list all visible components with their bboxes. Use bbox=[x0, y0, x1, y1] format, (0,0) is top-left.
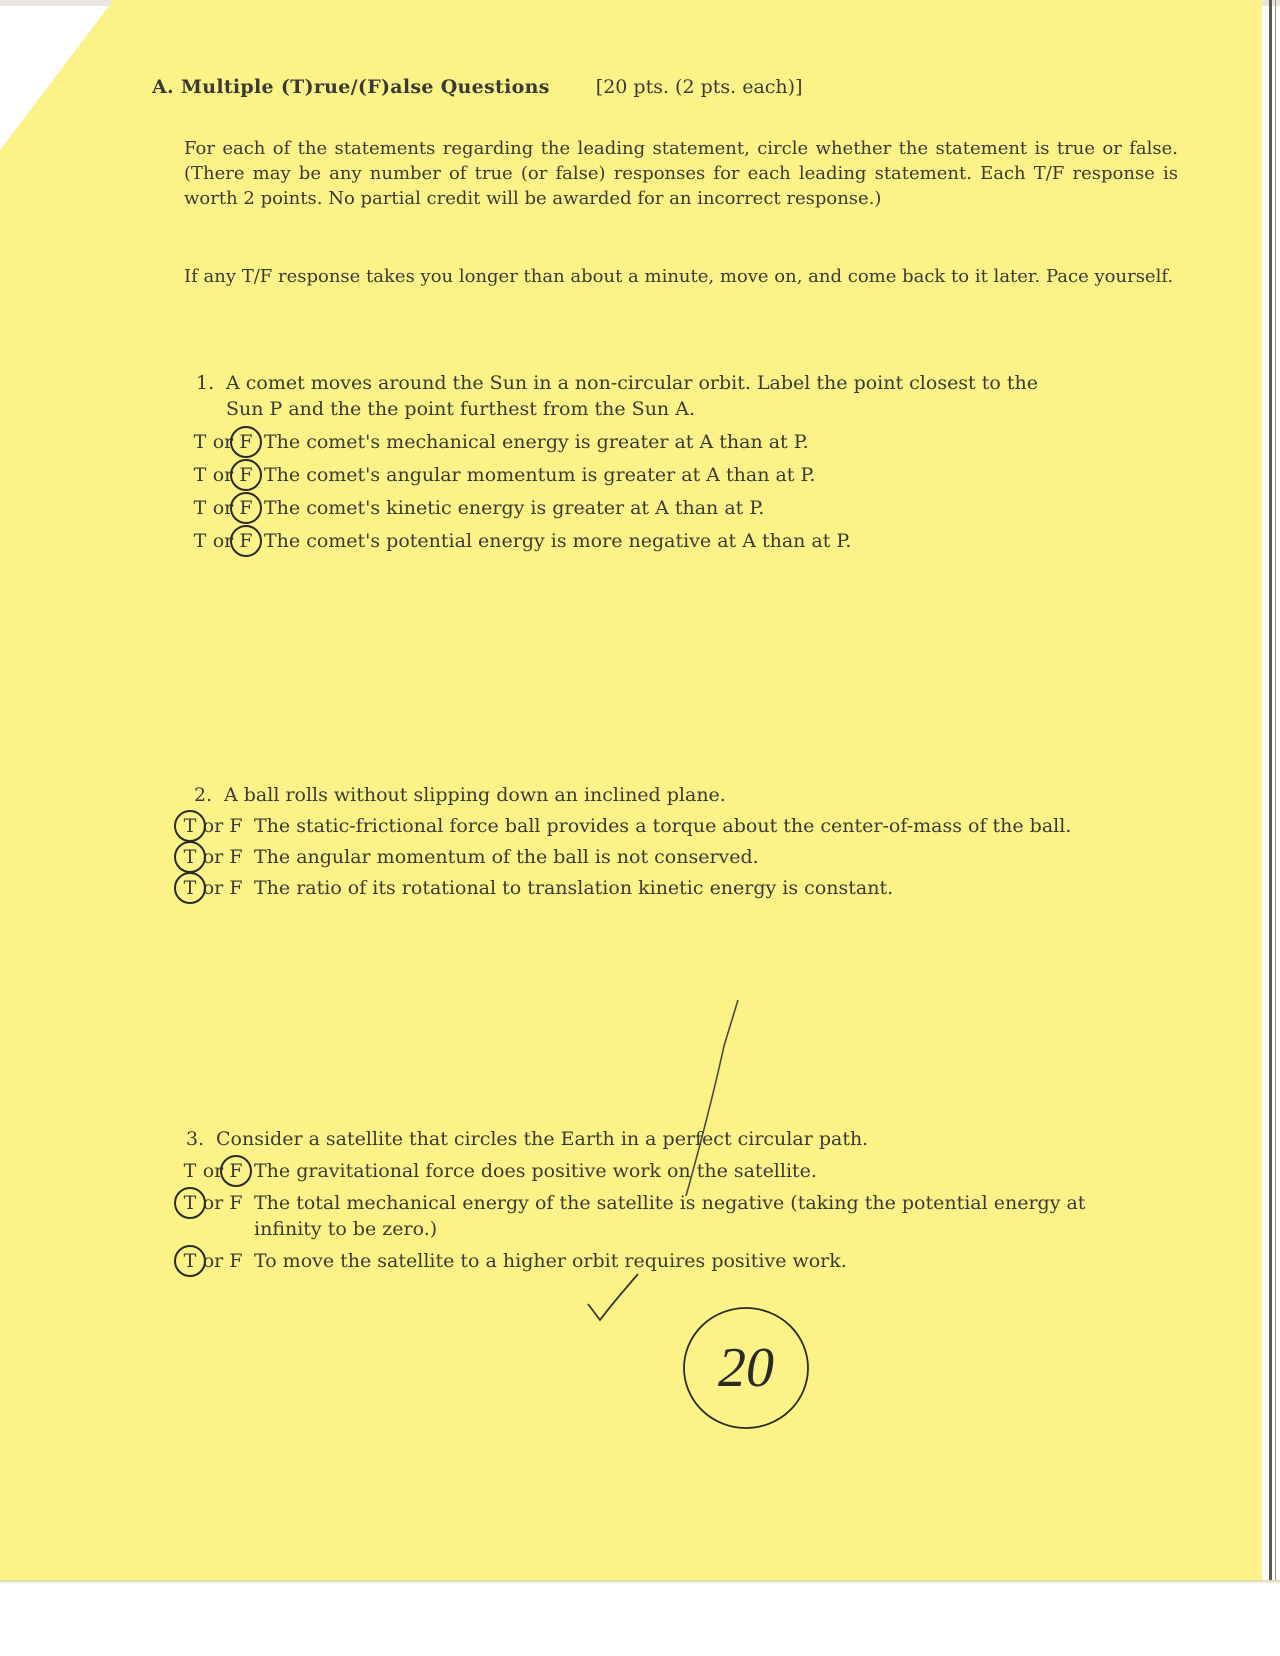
true-choice[interactable]: T bbox=[193, 497, 207, 519]
false-choice[interactable]: F bbox=[229, 1250, 243, 1272]
question-stem-line: A ball rolls without slipping down an inclined plane. bbox=[224, 784, 726, 806]
tf-response-row bbox=[180, 844, 1174, 870]
false-choice[interactable]: F bbox=[229, 815, 243, 837]
tf-response-row bbox=[190, 429, 1186, 455]
question-stem-line: A comet moves around the Sun in a non-circular orbit. Label the point closest to the bbox=[226, 372, 1038, 394]
false-choice[interactable]: F bbox=[229, 1192, 243, 1214]
or-label: or bbox=[202, 1250, 224, 1272]
false-choice-circled[interactable]: F bbox=[236, 462, 256, 488]
section-points: [20 pts. (2 pts. each)] bbox=[595, 76, 803, 98]
response-statement: To move the satellite to a higher orbit requires positive work. bbox=[254, 1250, 847, 1272]
false-choice-circled[interactable]: F bbox=[226, 1158, 246, 1184]
question-stem bbox=[196, 370, 1186, 396]
handwritten-stroke-mark bbox=[680, 1000, 740, 1200]
or-label: or bbox=[202, 846, 224, 868]
tf-response-row bbox=[190, 462, 1186, 488]
false-choice[interactable]: F bbox=[229, 846, 243, 868]
true-choice-circled[interactable]: T bbox=[180, 844, 200, 870]
false-choice-circled[interactable]: F bbox=[236, 429, 256, 455]
tf-response-row bbox=[180, 1248, 1186, 1274]
or-label: or bbox=[212, 464, 234, 486]
true-choice[interactable]: T bbox=[193, 431, 207, 453]
question-stem-line: Consider a satellite that circles the Earth in a perfect circular path. bbox=[216, 1128, 869, 1150]
or-label: or bbox=[202, 1160, 224, 1182]
false-choice-circled[interactable]: F bbox=[236, 528, 256, 554]
tf-response-row bbox=[180, 875, 1174, 901]
question-1 bbox=[193, 370, 1186, 554]
response-statement: The total mechanical energy of the satellite is negative (taking the potential energy at infinity to be zero.) bbox=[254, 1192, 1086, 1240]
handwritten-checkmark bbox=[586, 1270, 642, 1330]
or-label: or bbox=[212, 530, 234, 552]
section-title: A. Multiple (T)rue/(F)alse Questions bbox=[152, 76, 550, 98]
pacing-paragraph: If any T/F response takes you longer than about a minute, move on, and come back to it later. Pace yourself. bbox=[184, 266, 1174, 287]
or-label: or bbox=[202, 815, 224, 837]
or-label: or bbox=[202, 1192, 224, 1214]
tf-response-row bbox=[190, 528, 1186, 554]
true-choice-circled[interactable]: T bbox=[180, 1190, 200, 1216]
response-statement: The comet's mechanical energy is greater at A than at P. bbox=[264, 431, 809, 453]
section-heading bbox=[152, 76, 802, 98]
true-choice[interactable]: T bbox=[193, 530, 207, 552]
score-value: 20 bbox=[718, 1337, 774, 1399]
response-statement: The ratio of its rotational to translation kinetic energy is constant. bbox=[254, 877, 894, 899]
true-choice-circled[interactable]: T bbox=[180, 1248, 200, 1274]
response-statement: The angular momentum of the ball is not conserved. bbox=[254, 846, 759, 868]
tf-response-row bbox=[180, 813, 1174, 839]
scan-edge-line bbox=[1275, 0, 1276, 1580]
true-choice-circled[interactable]: T bbox=[180, 875, 200, 901]
question-number: 2. bbox=[194, 784, 213, 806]
tf-response-row bbox=[190, 495, 1186, 521]
scan-bottom-shadow bbox=[0, 1580, 1280, 1584]
instructions-paragraph: For each of the statements regarding the leading statement, circle whether the statement is true or false. (There may be any number of true (or false) responses for each leading statement. Each T/F response is worth 2 points. No partial credit will be awarded for an incorrect response.) bbox=[184, 138, 1178, 209]
response-statement: The static-frictional force ball provides a torque about the center-of-mass of the ball. bbox=[254, 815, 1072, 837]
true-choice[interactable]: T bbox=[193, 464, 207, 486]
scan-edge-line bbox=[1269, 0, 1272, 1580]
question-number: 3. bbox=[186, 1128, 205, 1150]
response-statement: The comet's potential energy is more negative at A than at P. bbox=[264, 530, 852, 552]
or-label: or bbox=[202, 877, 224, 899]
false-choice[interactable]: F bbox=[229, 877, 243, 899]
response-statement: The comet's angular momentum is greater at A than at P. bbox=[264, 464, 816, 486]
handwritten-score-circle bbox=[678, 1300, 818, 1440]
or-label: or bbox=[212, 497, 234, 519]
question-stem bbox=[194, 782, 1174, 808]
response-statement: The gravitational force does positive work on the satellite. bbox=[254, 1160, 817, 1182]
question-number: 1. bbox=[196, 372, 215, 394]
response-statement: The comet's kinetic energy is greater at A than at P. bbox=[264, 497, 765, 519]
false-choice-circled[interactable]: F bbox=[236, 495, 256, 521]
question-stem-line: Sun P and the the point furthest from the Sun A. bbox=[226, 398, 695, 420]
question-2 bbox=[183, 782, 1174, 901]
true-choice[interactable]: T bbox=[183, 1160, 197, 1182]
or-label: or bbox=[212, 431, 234, 453]
true-choice-circled[interactable]: T bbox=[180, 813, 200, 839]
